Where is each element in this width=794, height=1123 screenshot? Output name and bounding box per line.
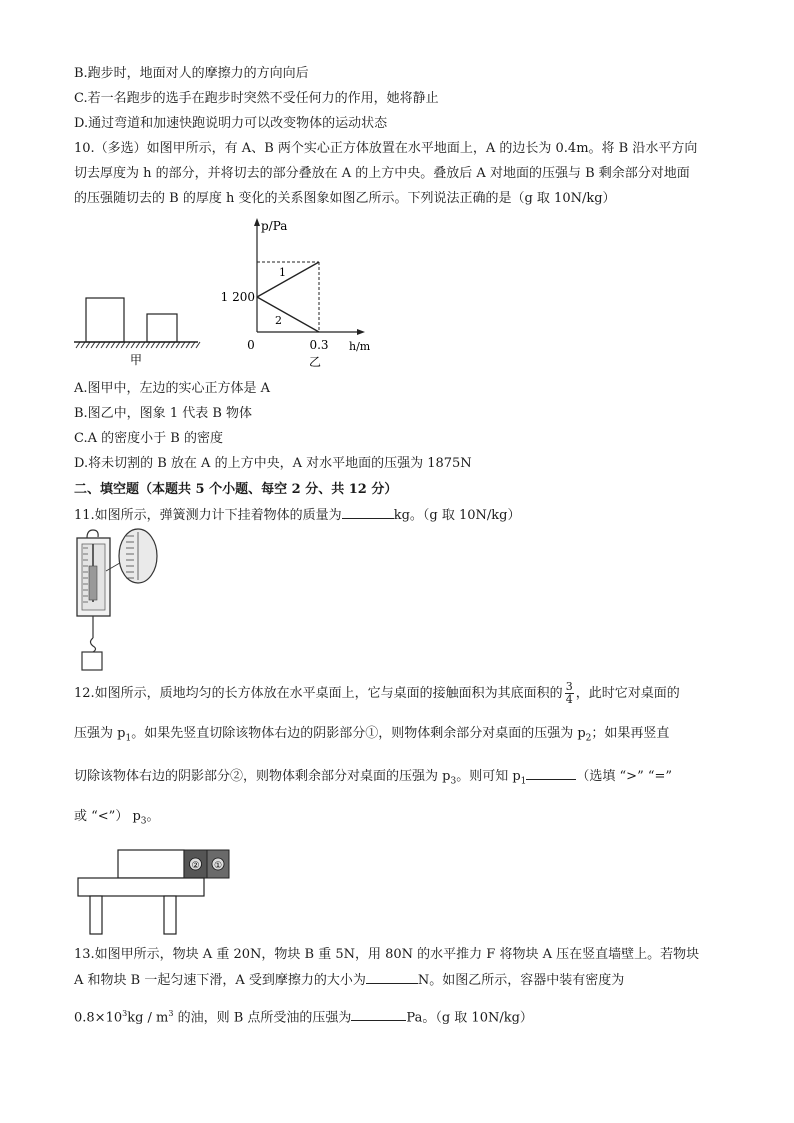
option-10b: B.图乙中，图象 1 代表 B 物体 [74, 406, 253, 421]
hatch-mark [76, 342, 80, 348]
hatch-mark [136, 342, 140, 348]
q13-density-a: 0.8×10 [74, 1010, 123, 1026]
y-axis-arrow [254, 218, 260, 226]
q12-l4-a: 或 “<”） p [74, 809, 141, 824]
option-10d: D.将未切割的 B 放在 A 的上方中央，A 对水平地面的压强为 1875N [74, 456, 472, 471]
series-label-2: 2 [275, 314, 282, 327]
hatch-mark [146, 342, 150, 348]
hatch-mark [91, 342, 95, 348]
q13-sup-1: 3 [122, 1009, 128, 1018]
q13-text-after: N。如图乙所示，容器中装有密度为 [417, 973, 625, 988]
answer-blank-11[interactable] [342, 507, 394, 519]
series-line-2 [257, 297, 319, 332]
q12-l4-b: 。 [146, 809, 160, 824]
q13-text-c: 的油，则 B 点所受油的压强为 [173, 1010, 352, 1026]
hatch-mark [101, 342, 105, 348]
y-axis-label: p/Pa [261, 219, 288, 233]
hatch-mark [121, 342, 125, 348]
hanging-object [82, 652, 102, 670]
table-leg-left [90, 896, 102, 934]
cube-right [147, 314, 177, 342]
q13-text-after2: Pa。（g 取 10N/kg） [406, 1010, 533, 1026]
q12-l3-b: 。则可知 p [456, 769, 521, 784]
fraction-denominator: 4 [565, 693, 573, 706]
fraction-numerator: 3 [565, 680, 573, 693]
hatch-mark [156, 342, 160, 348]
option-9b: B.跑步时，地面对人的摩擦力的方向向后 [74, 66, 309, 81]
block-white [118, 850, 184, 878]
section-2-title: 二、填空题（本题共 5 个小题、每空 2 分、共 12 分） [74, 482, 398, 497]
figure-jia-label: 甲 [129, 353, 143, 367]
q13-text-before: A 和物块 B 一起匀速下滑，A 受到摩擦力的大小为 [74, 973, 366, 988]
q12-l3-c: （选填 “>” “=” [576, 769, 673, 784]
ground-hatch [76, 342, 200, 348]
figure-yi-label: 乙 [308, 355, 322, 369]
x-axis-label: h/m [349, 340, 371, 353]
q12-sub-2: 2 [585, 733, 592, 744]
hatch-mark [186, 342, 190, 348]
origin-label: 0 [247, 338, 255, 352]
q12-sub-1: 1 [125, 733, 132, 744]
cube-left [86, 298, 124, 342]
figure-jia [74, 290, 204, 370]
q12-text-1: 12.如图所示，质地均匀的长方体放在水平桌面上，它与桌面的接触面积为其底面积的 [74, 686, 563, 701]
q10-stem-line1: 10.（多选）如图甲所示，有 A、B 两个实心正方体放置在水平地面上，A 的边长为 0.4m。将 B 沿水平方向 [74, 141, 698, 156]
q10-stem-line3: 的压强随切去的 B 的厚度 h 变化的关系图象如图乙所示。下列说法正确的是（g 取 10N/kg） [74, 191, 616, 206]
hatch-mark [131, 342, 135, 348]
hatch-mark [181, 342, 185, 348]
fraction-three-quarters [565, 681, 574, 706]
q10-stem-line2: 切去厚度为 h 的部分，并将切去的部分叠放在 A 的上方中央。叠放后 A 对地面的压强与 B 剩余部分对地面 [74, 166, 690, 181]
answer-blank-13a[interactable] [366, 972, 418, 984]
q12-l2-c: ；如果再竖直 [591, 726, 670, 741]
q11-text-before: 11.如图所示，弹簧测力计下挂着物体的质量为 [74, 508, 342, 523]
hatch-mark [126, 342, 130, 348]
hatch-mark [81, 342, 85, 348]
q11-stem [74, 507, 520, 524]
hatch-mark [141, 342, 145, 348]
option-9d: D.通过弯道和加速快跑说明力可以改变物体的运动状态 [74, 116, 388, 131]
q12-l3-a: 切除该物体右边的阴影部分②，则物体剩余部分对桌面的压强为 p [74, 769, 451, 784]
hatch-mark [166, 342, 170, 348]
option-9c: C.若一名跑步的选手在跑步时突然不受任何力的作用，她将静止 [74, 91, 439, 106]
y-tick-label: 1 200 [220, 290, 255, 304]
q13-line3 [74, 1006, 533, 1026]
hook-top [87, 530, 98, 538]
hatch-mark [116, 342, 120, 348]
scale-spring [89, 566, 97, 600]
q12-line1 [74, 680, 680, 708]
hatch-mark [111, 342, 115, 348]
figure-table-block [76, 846, 226, 938]
q12-sub-3b: 3 [140, 816, 147, 827]
hatch-mark [196, 342, 200, 348]
hatch-mark [171, 342, 175, 348]
table-leg-right [164, 896, 176, 934]
option-10a: A.图甲中，左边的实心正方体是 A [74, 381, 271, 396]
q13-line2 [74, 972, 624, 989]
hatch-mark [191, 342, 195, 348]
hatch-mark [176, 342, 180, 348]
hatch-mark [86, 342, 90, 348]
hatch-mark [151, 342, 155, 348]
series-line-1 [257, 262, 319, 297]
answer-blank-13b[interactable] [351, 1009, 406, 1021]
q12-line2 [74, 726, 669, 747]
q13-sup-2: 3 [168, 1009, 174, 1018]
hook-bottom [91, 638, 96, 652]
q12-text-2: ，此时它对桌面的 [575, 686, 680, 701]
q12-l2-b: 。如果先竖直切除该物体右边的阴影部分①，则物体剩余部分对桌面的压强为 p [131, 726, 586, 741]
q12-sub-1b: 1 [520, 776, 527, 787]
q12-sub-3: 3 [450, 776, 457, 787]
x-tick-label: 0.3 [309, 338, 329, 352]
label-1: ① [213, 861, 223, 871]
hatch-mark [96, 342, 100, 348]
hatch-mark [161, 342, 165, 348]
figure-yi-chart [215, 218, 375, 368]
answer-blank-12[interactable] [526, 768, 576, 780]
q12-l2-a: 压强为 p [74, 726, 126, 741]
q12-line4 [74, 809, 160, 830]
series-label-1: 1 [279, 266, 286, 279]
hatch-mark [106, 342, 110, 348]
q13-line1: 13.如图甲所示，物块 A 重 20N，物块 B 重 5N，用 80N 的水平推力 F 将物块 A 压在竖直墙壁上。若物块 [74, 947, 700, 962]
figure-spring-scale [70, 526, 170, 676]
q11-text-after: kg。（g 取 10N/kg） [393, 508, 521, 523]
q12-line3 [74, 768, 672, 790]
label-2: ② [191, 861, 200, 871]
table-top [78, 878, 204, 896]
q13-density-b: kg / m [127, 1010, 169, 1026]
x-axis-arrow [357, 329, 365, 335]
option-10c: C.A 的密度小于 B 的密度 [74, 431, 223, 446]
